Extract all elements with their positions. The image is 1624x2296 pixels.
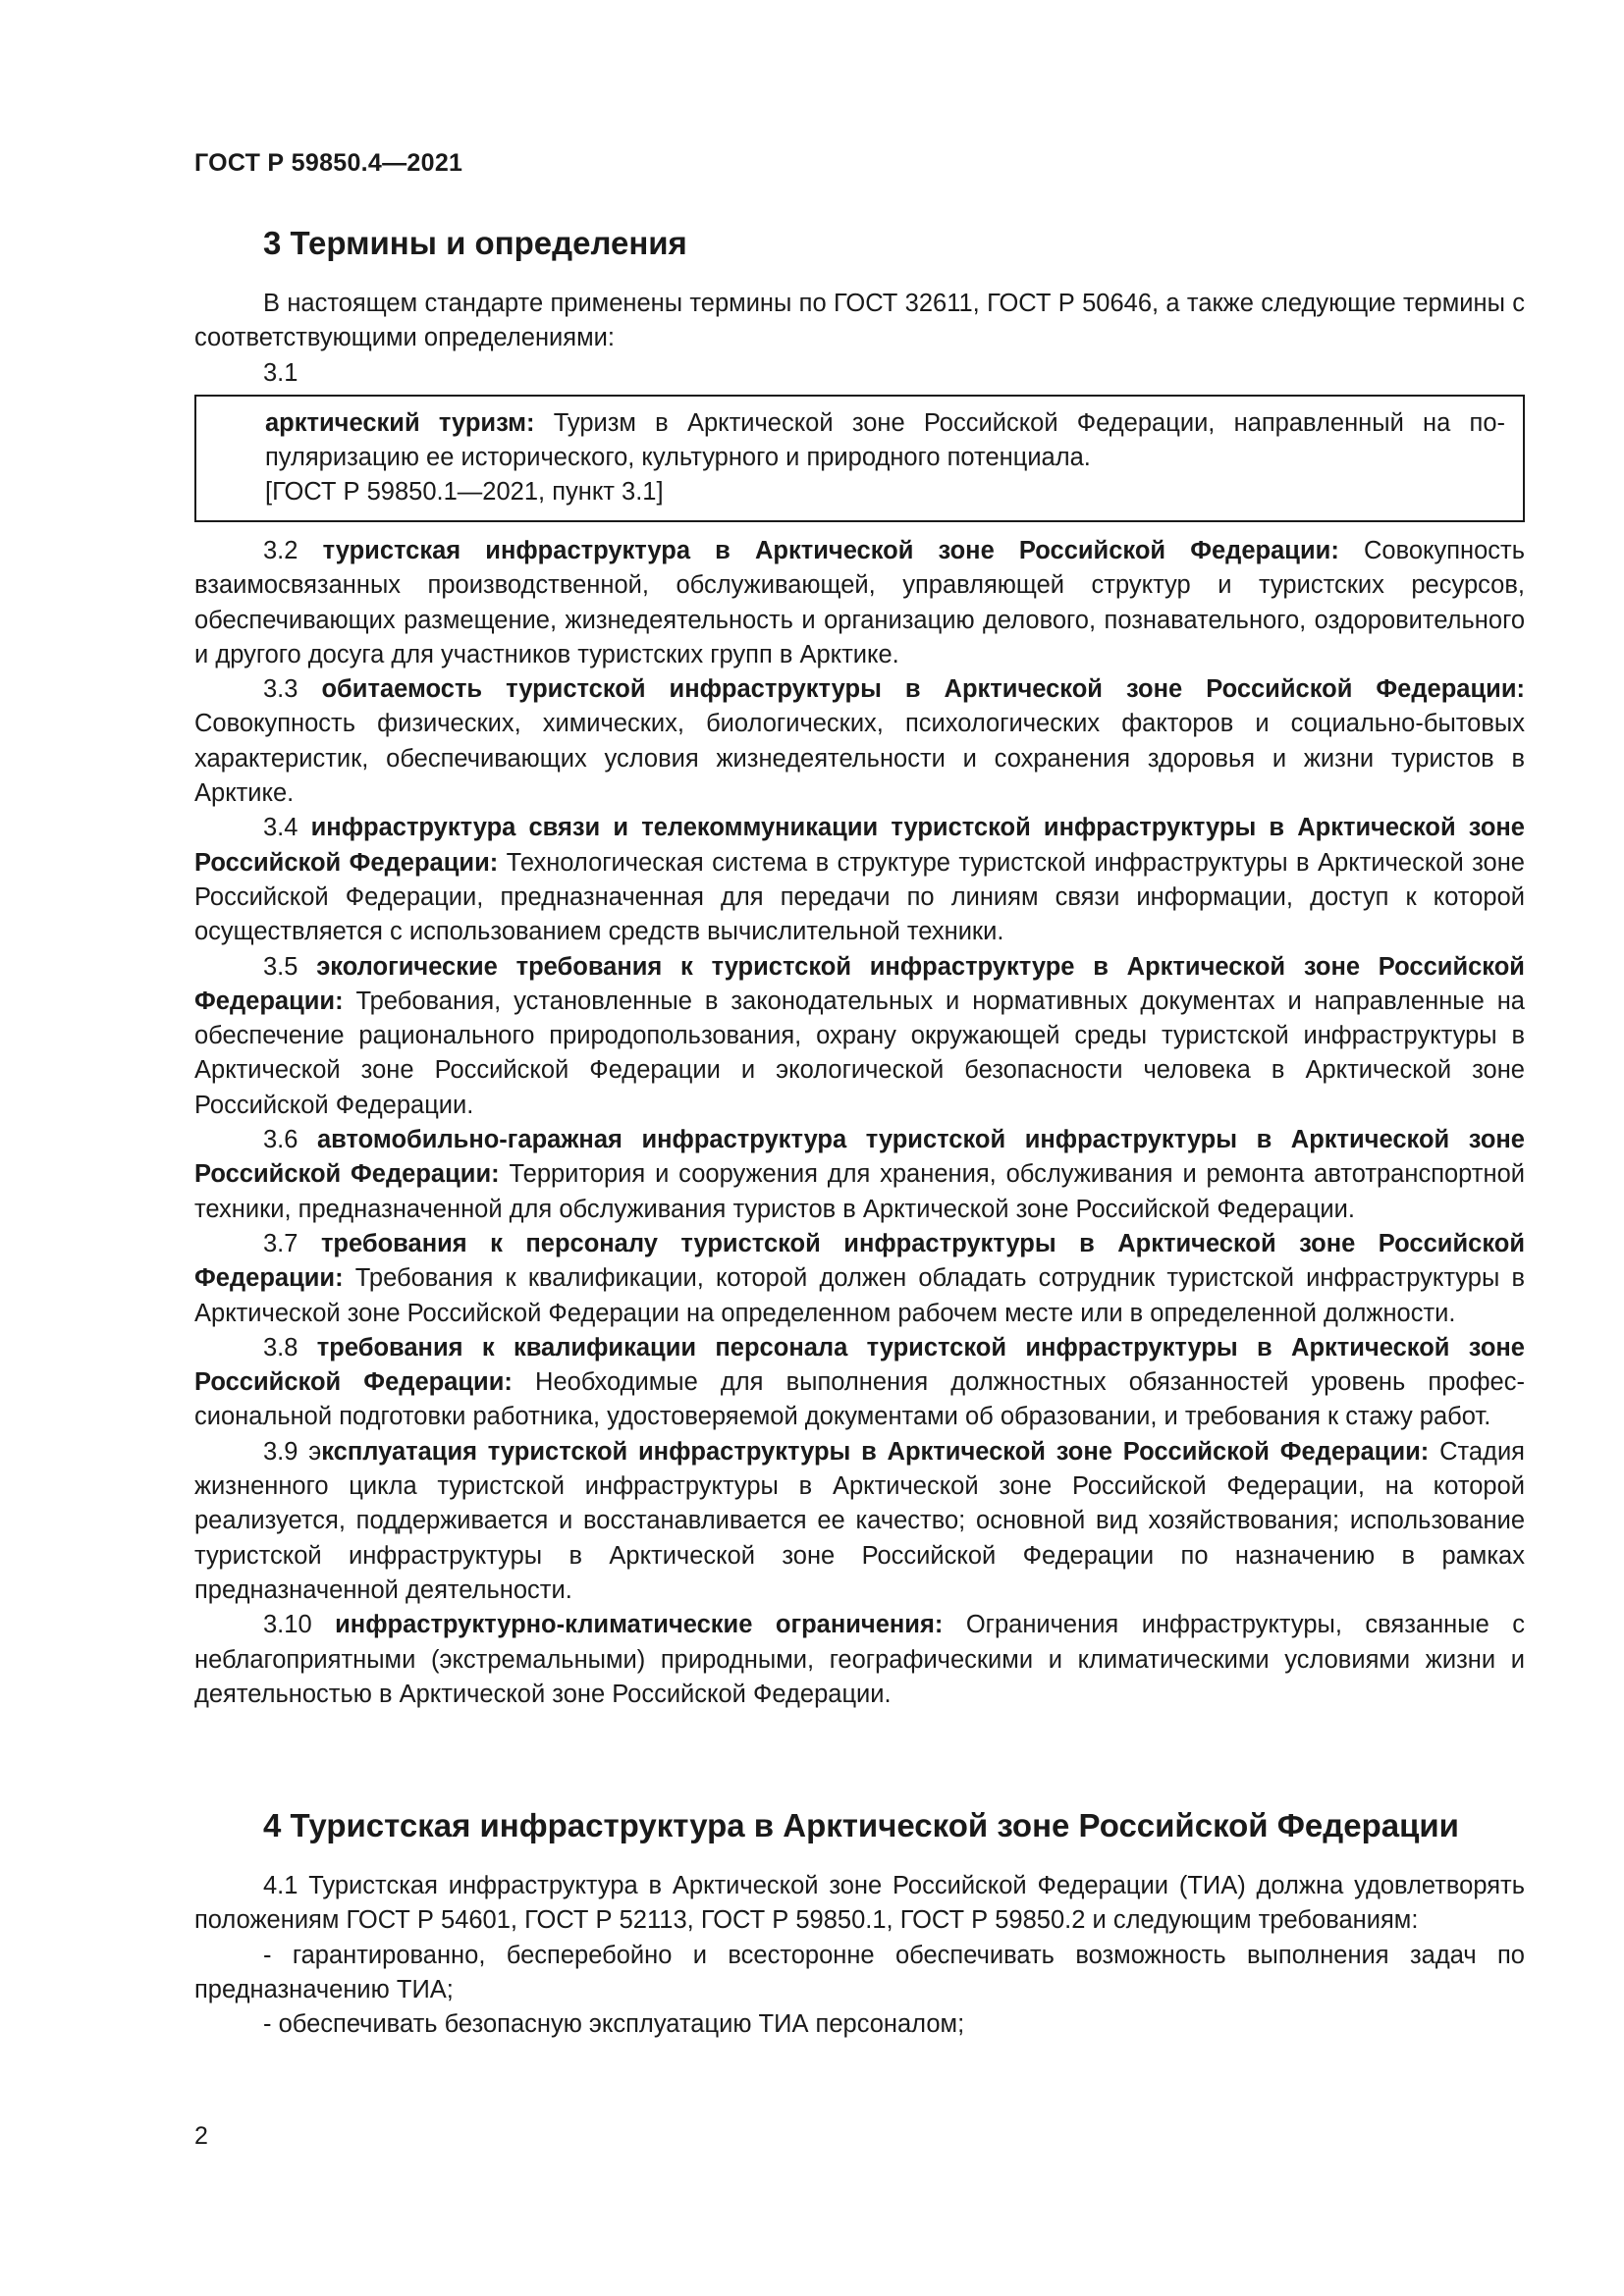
term-definition: Требования, установленные в законодательных и нормативных документах и направленные на обеспечение рационального природопользования, охрану окружающей среды туристской инфраструктуры в Арктической зоне Российской Федерации и экологической безопасности человека в Арктической зоне Российской Федерации. [194, 987, 1525, 1119]
term-number: 3.5 [263, 952, 317, 981]
term-3-1-term: арктический туризм: [265, 408, 535, 437]
term-title: ксплуатация туристской инфраструктуры в Арктической зоне Российской Федерации: [321, 1437, 1430, 1466]
intro-line-2: термины с соответствующими определениями: [194, 290, 1526, 352]
term-definition: Совокупность взаимосвязанных производственной, обслуживающей, управляющей структур и туристских ресурсов, обеспечивающих размещение, жизнедеятельность и организацию делового, познавательного, оздоровительного и другого досуга для участников туристских групп в Арктике. [194, 537, 1525, 668]
section-3 [194, 224, 1525, 263]
term-title: инфраструктурно-климатические ограничения: [335, 1611, 944, 1639]
term-3-1-paragraph [196, 406, 1505, 476]
term-3-9 [194, 1435, 1525, 1608]
term-3-3 [194, 672, 1525, 811]
term-3-6 [194, 1123, 1525, 1227]
section-4-title: 4 Туристская инфраструктура в Арктической зоне Российской Федерации [263, 1807, 1459, 1843]
list-item: - гарантированно, бесперебойно и всесторонне обеспечивать возможность выполнения задач по предназначению ТИА; [194, 1941, 1525, 2003]
intro-line-1: В настоящем стандарте применены термины по ГОСТ 32611, ГОСТ Р 50646, а также следующие [263, 290, 1396, 317]
term-number: 3.4 [263, 814, 311, 842]
document-code-header: ГОСТ Р 59850.4—2021 [194, 149, 463, 177]
term-title: инфраструктура связи и телекоммуникации туристской инфраструктуры в Арктической зоне Российской Федерации: [194, 814, 1525, 877]
term-definition: Стадия жизненного цикла туристской инфраструктуры в Арктической зоне Российской Федерации, на которой реализуется, поддерживается и восстанавливается ее качество; основной вид хозяйствования; использование туристской инфраструктуры в Арктической зоне Российской Федерации по назначению в рамках предназначенной деятельности. [194, 1437, 1525, 1604]
term-3-2 [194, 534, 1525, 672]
intro-paragraph [194, 287, 1525, 356]
term-definition: Ограничения инфраструктуры, связанные с неблагоприятными (экстремальными) природными, географическими и климатическими условиями жизни и деятельностью в Арктической зоне Российской Федерации. [194, 1611, 1525, 1708]
term-definition: Территория и сооружения для хранения, обслуживания и ремонта автотранспортной техники, предназначенной для обслуживания туристов в Арктической зоне Российской Федерации. [194, 1160, 1525, 1223]
term-3-1-source: [ГОСТ Р 59850.1—2021, пункт 3.1] [265, 478, 664, 507]
term-definition: Требования к квалификации, которой должен обладать сотрудник туристской инфраструктуры в Арктической зоне Российской Федерации на определенном рабочем месте или в определенной должности. [194, 1264, 1525, 1327]
term-title: требования к квалификации персонала туристской инфраструктуры в Арктической зоне Российской Федерации: [194, 1333, 1525, 1397]
term-3-10 [194, 1608, 1525, 1712]
term-3-1-number: 3.1 [263, 358, 298, 387]
term-3-1-text-1: Туризм в Арктической зоне Российской Федерации, направленный на по- [534, 408, 1505, 437]
term-title: обитаемость туристской инфраструктуры в Арктической зоне Российской Федерации: [321, 675, 1525, 704]
term-3-5 [194, 950, 1525, 1123]
term-3-8 [194, 1331, 1525, 1435]
term-definition: Совокупность физических, химических, биологических, психологических факторов и социально-бытовых характеристик, обеспечивающих условия жизнедеятельности и сохранения здоровья и жизни туристов в Арктике. [194, 710, 1525, 808]
term-3-4 [194, 811, 1525, 949]
term-number: 3.10 [263, 1611, 336, 1639]
term-3-7 [194, 1227, 1525, 1331]
term-3-1-text-2: пуляризацию ее исторического, культурного и природного потенциала. [265, 444, 1091, 472]
term-definition: Технологическая система в структуре туристской инфраструктуры в Арктической зоне Российской Федерации, предназначенная для передачи по линиям связи информации, доступ к которой осуществляется с использованием средств вычислительной техники. [194, 848, 1525, 946]
section-4 [194, 1806, 1525, 1845]
term-3-1-box [194, 395, 1525, 522]
term-title: требования к персоналу туристской инфраструктуры в Арктической зоне Российской Федерации: [194, 1229, 1525, 1293]
section-3-terms [194, 534, 1525, 1712]
list-item: - обеспечивать безопасную эксплуатацию ТИА персоналом; [263, 2010, 965, 2039]
term-number: 3.9 э [263, 1437, 322, 1466]
paragraph-4-1: 4.1 Туристская инфраструктура в Арктической зоне Российской Федерации (ТИА) должна удовлетворять положениям ГОСТ Р 54601, ГОСТ Р 52113, ГОСТ Р 59850.1, ГОСТ Р 59850.2 и следующим требованиям: [194, 1872, 1525, 1935]
term-title: автомобильно-гаражная инфраструктура туристской инфраструктуры в Арктической зоне Российской Федерации: [194, 1126, 1525, 1189]
section-4-body [194, 1869, 1525, 2042]
term-title: туристская инфраструктура в Арктической зоне Российской Федерации: [322, 537, 1339, 564]
page-number: 2 [194, 2122, 208, 2150]
term-title: экологические требования к туристской инфраструктуре в Арктической зоне Российской Федерации: [194, 952, 1525, 1015]
term-number: 3.8 [263, 1333, 317, 1362]
term-number: 3.3 [263, 675, 322, 704]
term-definition: Необходимые для выполнения должностных обязанностей уровень профессиональной подготовки работника, удостоверяемой документами об образовании, и требования к стажу работ. [194, 1368, 1525, 1431]
section-3-intro [194, 287, 1525, 522]
section-3-title: 3 Термины и определения [263, 225, 687, 261]
term-number: 3.7 [263, 1229, 321, 1257]
term-number: 3.6 [263, 1126, 317, 1154]
term-number: 3.2 [263, 537, 323, 564]
